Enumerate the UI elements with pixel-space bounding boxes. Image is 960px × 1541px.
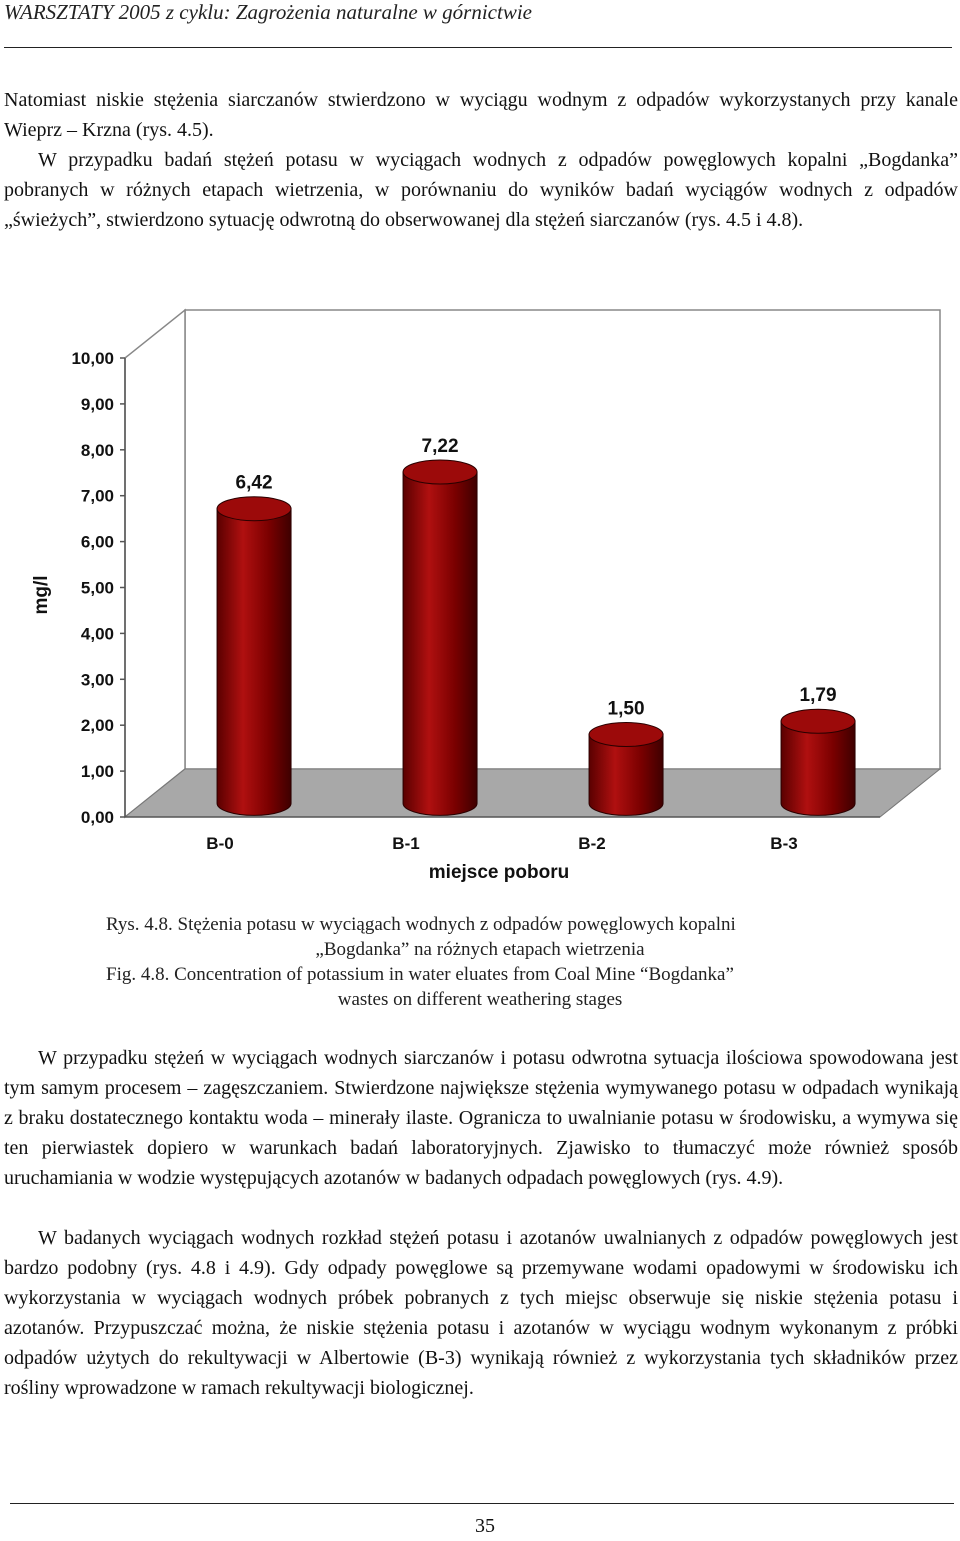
potassium-bar-chart: [0, 300, 960, 900]
paragraph-text-3: W przypadku stężeń w wyciągach wodnych siarczanów i potasu odwrotna sytuacja ilościowa spowodowana jest tym samym procesem – zagęszczaniem. Stwierdzone największe stężenia wymywanego potasu w odpadach wynikają z braku dostatecznego kontaktu woda – minerały ilaste. Ogranicza to uwalnianie potasu w środowisku, a wymywa się ten pierwiastek dopiero w warunkach badań laboratoryjnych. Zjawisko to tłumaczyć może również sposób uruchamiania w wodzie występujących azotanów w badanych odpadach powęglowych (rys. 4.9).: [4, 1047, 958, 1189]
bar-B-1: [403, 436, 477, 815]
y-tick-label: 7,00: [80, 486, 114, 506]
body-paragraph: [4, 1043, 958, 1193]
y-tick-label: 10,00: [71, 349, 114, 368]
y-tick-label: 8,00: [80, 440, 114, 460]
y-tick-label: 9,00: [80, 394, 114, 414]
bar-cylinder-body: [403, 472, 477, 815]
y-tick-label: 4,00: [80, 624, 114, 644]
bar-value-label: 6,42: [235, 472, 273, 494]
caption-en-line-2: wastes on different weathering stages: [337, 989, 623, 1010]
paragraph-text-4: W badanych wyciągach wodnych rozkład stężeń potasu i azotanów uwalnianych z odpadów powęglowych jest bardzo podobny (rys. 4.8 i 4.9). Gdy odpady powęglowe są przemywane wodami opadowymi w środowisku ich wykorzystania w wyciągach wodnych próbek pobranych z tych miejsc obserwuje się niskie stężenia potasu i azotanów. Przypuszczać można, że niskie stężenia potasu i azotanów w wyciągu wodnym wykonanym z próbki odpadów użytych do rekultywacji w Albertowie (B-3) wynikają również z wykorzystania tych składników przez rośliny wprowadzone w ramach rekultywacji biologicznej.: [4, 1227, 958, 1399]
bar-cylinder-top: [217, 497, 291, 521]
x-tick-label: B-3: [770, 834, 798, 853]
running-header: WARSZTATY 2005 z cyklu: Zagrożenia naturalne w górnictwie: [4, 0, 532, 24]
bar-cylinder-top: [781, 709, 855, 733]
bar-cylinder-top: [403, 460, 477, 484]
y-tick-label: 0,00: [80, 808, 114, 827]
y-axis-ticks: [71, 349, 125, 827]
bar-B-0: [217, 473, 291, 816]
intro-paragraph: [4, 85, 958, 235]
caption-en-line-1: Fig. 4.8. Concentration of potassium in water eluates from Coal Mine “Bogdanka”: [106, 964, 734, 985]
footer-divider: [10, 1503, 954, 1504]
x-axis-labels: [206, 834, 797, 853]
page-number: 35: [475, 1515, 495, 1537]
y-tick-label: 6,00: [80, 532, 114, 552]
bar-value-label: 7,22: [421, 436, 459, 458]
figure-caption: [0, 912, 960, 1012]
body-paragraph: [4, 1223, 958, 1403]
bar-cylinder-top: [589, 723, 663, 747]
bar-value-label: 1,50: [607, 698, 645, 720]
paragraph-text-1: Natomiast niskie stężenia siarczanów stwierdzono w wyciągu wodnym z odpadów wykorzystanych przy kanale Wieprz – Krzna (rys. 4.5).: [4, 89, 958, 141]
x-axis-label: miejsce poboru: [428, 862, 570, 883]
x-tick-label: B-0: [206, 834, 234, 853]
caption-pl-line-2: „Bogdanka” na różnych etapach wietrzenia: [315, 939, 645, 960]
y-tick-label: 1,00: [80, 762, 114, 782]
bar-cylinder-body: [217, 509, 291, 816]
side-wall: [125, 310, 185, 817]
y-axis-label: mg/l: [31, 575, 52, 615]
header-divider: [4, 47, 952, 48]
y-tick-label: 3,00: [80, 670, 114, 690]
x-tick-label: B-2: [578, 834, 606, 853]
y-tick-label: 2,00: [80, 716, 114, 736]
x-tick-label: B-1: [392, 834, 420, 853]
bar-cylinder-body: [781, 721, 855, 815]
caption-pl-line-1: Rys. 4.8. Stężenia potasu w wyciągach wodnych z odpadów powęglowych kopalni: [106, 914, 736, 935]
paragraph-text-2: W przypadku badań stężeń potasu w wyciągach wodnych z odpadów powęglowych kopalni „Bogdanka” pobranych w różnych etapach wietrzenia, w porównaniu do wyników badań wyciągów wodnych z odpadów „świeżych”, stwierdzono sytuację odwrotną do obserwowanej dla stężeń siarczanów (rys. 4.5 i 4.8).: [4, 149, 958, 231]
y-tick-label: 5,00: [80, 578, 114, 598]
bar-value-label: 1,79: [799, 685, 837, 707]
